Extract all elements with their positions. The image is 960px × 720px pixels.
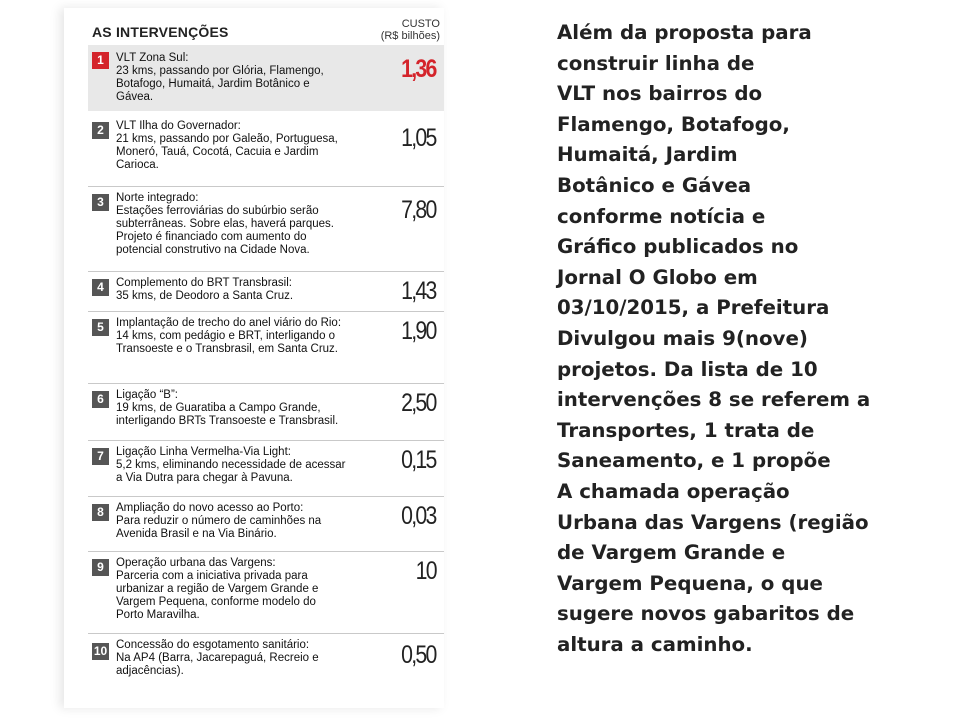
- intervention-number: 3: [92, 194, 109, 211]
- intervention-cost: 0,15: [401, 446, 436, 474]
- intervention-description: Complemento do BRT Transbrasil: 35 kms, de Deodoro a Santa Cruz.: [116, 277, 294, 302]
- intervention-number: 9: [92, 559, 109, 576]
- commentary-text: Além da proposta para construir linha de VLT nos bairros do Flamengo, Botafogo, Humaitá, Jardim Botânico e Gávea conforme notícia e Gráfico publicados no Jornal O Globo em 03/10/2015, a Prefeitura Divulgou mais 9(nove) projetos. Da lista de 10 intervenções 8 se referem a Transportes, 1 trata de Saneamento, e 1 propõe A chamada operação Urbana das Vargens (região de Vargem Grande e Vargem Pequena, o que sugere novos gabaritos de altura a caminho.: [557, 21, 871, 656]
- intervention-description: Ligação “B”: 19 kms, de Guaratiba a Campo Grande, interligando BRTs Transoeste e Transbrasil.: [116, 389, 339, 427]
- intervention-cost: 7,80: [401, 196, 436, 224]
- intervention-description: Implantação de trecho do anel viário do Rio: 14 kms, com pedágio e BRT, interligando o Transoeste e o Transbrasil, em Santa Cruz.: [116, 317, 342, 355]
- intervention-description: Concessão do esgotamento sanitário: Na AP4 (Barra, Jacarepaguá, Recreio e adjacências).: [116, 639, 319, 677]
- intervention-cost: 1,90: [401, 317, 436, 345]
- intervention-cost: 10: [415, 557, 436, 585]
- intervention-row-5: [88, 313, 444, 384]
- intervention-description: Norte integrado: Estações ferroviárias do subúrbio serão subterrâneas. Sobre elas, haverá parques. Projeto é financiado com aumento do potencial construtivo na Cidade Nova.: [116, 192, 334, 256]
- intervention-number: 2: [92, 122, 109, 139]
- intervention-row-2: [88, 116, 444, 187]
- intervention-row-3: [88, 188, 444, 272]
- intervention-cost: 1,36: [401, 55, 436, 83]
- intervention-cost: 0,50: [401, 641, 436, 669]
- intervention-cost: 1,43: [401, 277, 436, 305]
- intervention-number: 7: [92, 448, 109, 465]
- intervention-row-6: [88, 385, 444, 441]
- intervention-description: Ligação Linha Vermelha-Via Light: 5,2 kms, eliminando necessidade de acessar a Via Dutra para chegar à Pavuna.: [116, 446, 346, 484]
- intervention-number: 10: [93, 644, 108, 658]
- row-notch: [64, 45, 88, 111]
- intervention-row-7: [88, 442, 444, 497]
- cost-header-line1: CUSTO: [401, 18, 440, 30]
- intervention-description: VLT Ilha do Governador: 21 kms, passando por Galeão, Portuguesa, Moneró, Tauá, Cocotá, Cacuia e Jardim Carioca.: [116, 120, 338, 171]
- intervention-cost: 1,05: [401, 124, 436, 152]
- intervention-row-9: [88, 553, 444, 634]
- intervention-description: Operação urbana das Vargens: Parceria com a iniciativa privada para urbanizar a região de Vargem Grande e Vargem Pequena, conforme modelo do Porto Maravilha.: [116, 557, 319, 621]
- intervention-cost: 2,50: [401, 389, 436, 417]
- intervention-row-4: [88, 273, 444, 312]
- intervention-number: 4: [92, 279, 109, 296]
- cost-header-line2: (R$ bilhões): [380, 30, 440, 42]
- intervention-number: 5: [92, 319, 109, 336]
- intervention-cost: 0,03: [401, 502, 436, 530]
- intervention-description: Ampliação do novo acesso ao Porto: Para reduzir o número de caminhões na Avenida Brasil e na Via Binário.: [116, 502, 322, 540]
- intervention-row-1: [64, 45, 444, 111]
- intervention-row-8: [88, 498, 444, 552]
- intervention-number: 6: [92, 391, 109, 408]
- intervention-number: 8: [92, 504, 109, 521]
- intervention-row-10: [88, 635, 444, 691]
- intervention-number: 1: [92, 52, 109, 69]
- interventions-infographic: [64, 8, 444, 708]
- cost-column-header: [381, 18, 440, 42]
- intervention-description: VLT Zona Sul: 23 kms, passando por Glória, Flamengo, Botafogo, Humaitá, Jardim Botânico e Gávea.: [116, 52, 324, 103]
- infographic-title: AS INTERVENÇÕES: [92, 24, 229, 40]
